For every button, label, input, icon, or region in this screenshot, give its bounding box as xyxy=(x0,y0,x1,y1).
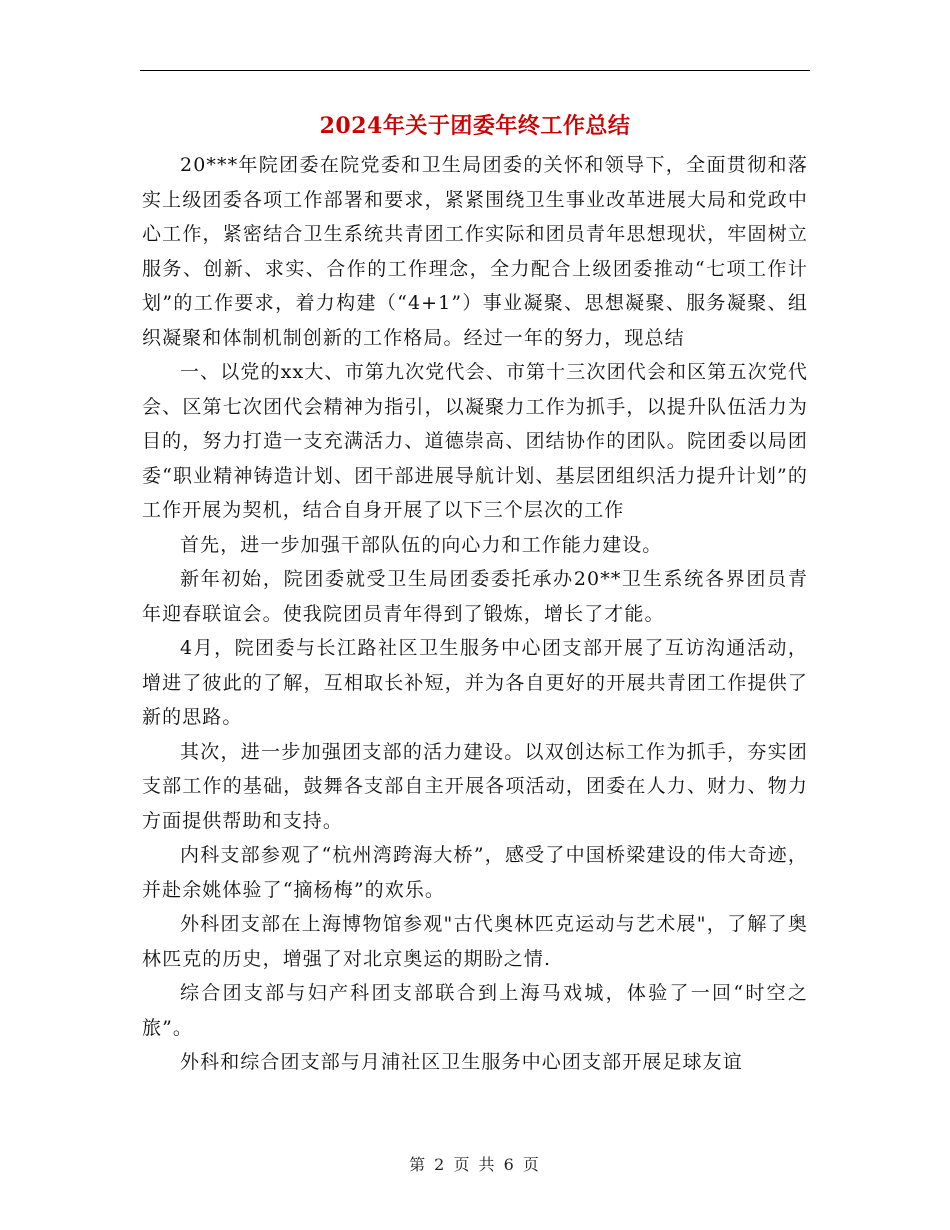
paragraph: 内科支部参观了“杭州湾跨海大桥”，感受了中国桥梁建设的伟大奇迹，并赴余姚体验了“摘杨梅”的欢乐。 xyxy=(142,844,808,901)
paragraph: 综合团支部与妇产科团支部联合到上海马戏城，体验了一回“时空之旅”。 xyxy=(142,982,808,1039)
paragraph: 20***年院团委在院党委和卫生局团委的关怀和领导下，全面贯彻和落实上级团委各项工作部署和要求，紧紧围绕卫生事业改革进展大局和党政中心工作，紧密结合卫生系统共青团工作实际和团员青年思想现状，牢固树立服务、创新、求实、合作的工作理念，全力配合上级团委推动“七项工作计划”的工作要求，着力构建（“4+1”）事业凝聚、思想凝聚、服务凝聚、组织凝聚和体制机制创新的工作格局。经过一年的努力，现总结 xyxy=(142,154,808,349)
paragraph: 4月，院团委与长江路社区卫生服务中心团支部开展了互访沟通活动，增进了彼此的了解，互相取长补短，并为各自更好的开展共青团工作提供了新的思路。 xyxy=(142,637,808,728)
document-body xyxy=(142,148,808,1080)
paragraph: 一、以党的xx大、市第九次党代会、市第十三次团代会和区第五次党代会、区第七次团代会精神为指引，以凝聚力工作为抓手，以提升队伍活力为目的，努力打造一支充满活力、道德崇高、团结协作的团队。院团委以局团委“职业精神铸造计划、团干部进展导航计划、基层团组织活力提升计划”的工作开展为契机，结合自身开展了以下三个层次的工作 xyxy=(142,361,808,521)
paragraph: 新年初始，院团委就受卫生局团委委托承办20**卫生系统各界团员青年迎春联谊会。使我院团员青年得到了锻炼，增长了才能。 xyxy=(142,568,808,625)
document-title: 2024年关于团委年终工作总结 xyxy=(319,113,631,139)
paragraph: 首先，进一步加强干部队伍的向心力和工作能力建设。 xyxy=(180,533,663,556)
paragraph: 外科团支部在上海博物馆参观"古代奥林匹克运动与艺术展"，了解了奥林匹克的历史，增强了对北京奥运的期盼之情. xyxy=(142,913,808,970)
paragraph: 外科和综合团支部与月浦社区卫生服务中心团支部开展足球友谊 xyxy=(180,1051,743,1073)
paragraph: 其次，进一步加强团支部的活力建设。以双创达标工作为抓手，夯实团支部工作的基础，鼓舞各支部自主开展各项活动，团委在人力、财力、物力方面提供帮助和支持。 xyxy=(142,740,808,832)
header-rule xyxy=(140,70,810,71)
page-number-footer: 第 2 页 共 6 页 xyxy=(409,1155,541,1174)
